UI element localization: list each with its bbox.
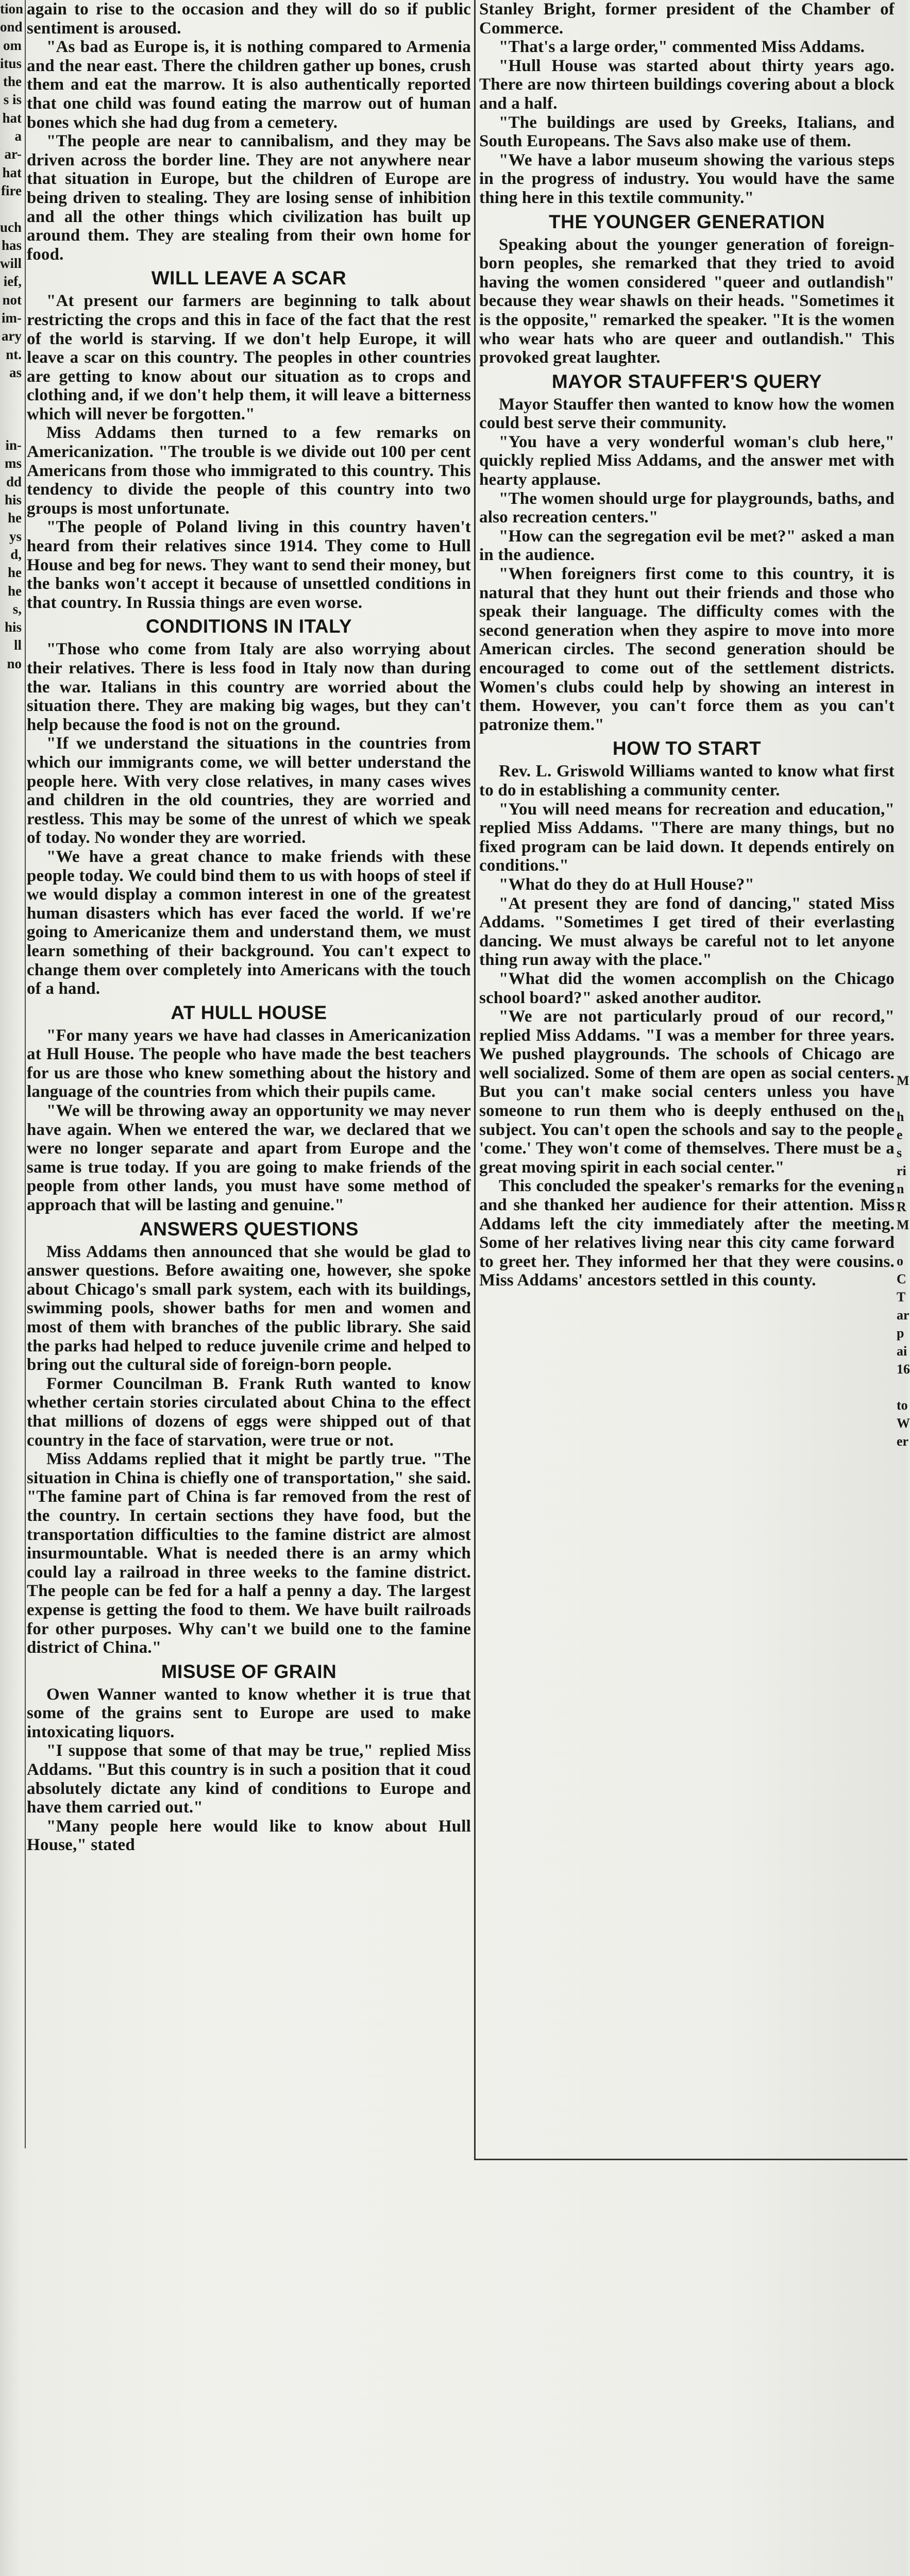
- paragraph: Owen Wanner wanted to know whether it is true that some of the grains sent to Europe are used to make intoxicating liquors.: [27, 1685, 471, 1741]
- edge-fragment: ai: [897, 1344, 907, 1359]
- edge-fragment: R: [897, 1199, 906, 1214]
- paragraph: "At present they are fond of dancing," stated Miss Addams. "Sometimes I get tired of their everlasting dancing. We must always be careful not to let anyone thing run away with the place.": [479, 894, 895, 970]
- paragraph: "As bad as Europe is, it is nothing compared to Armenia and the near east. There the children gather up bones, crush them and eat the marrow. It is also authentically reported that one child was found eating the marrow out of human bones which she had dug from a cemetery.: [27, 38, 471, 132]
- paragraph: "How can the segregation evil be met?" asked a man in the audience.: [479, 527, 895, 565]
- paragraph: "When foreigners first come to this country, it is natural that they hunt out their friends and those who speak their language. The difficulty comes with the second generation when they aspire to move into more American circles. The second generation should be encouraged to come out of the settlement districts. Women's clubs could help by showing an interest in them. However, you can't force them as you can't patronize them.": [479, 565, 895, 734]
- paragraph: "The people of Poland living in this country haven't heard from their relatives since 1914. They come to Hull House and beg for news. They want to send their money, but the banks won't accept it because of unsettled conditions in that country. In Russia things are even worse.: [27, 518, 471, 612]
- paragraph: "What did the women accomplish on the Chicago school board?" asked another auditor.: [479, 969, 895, 1007]
- edge-fragment: [897, 1234, 907, 1252]
- paragraph: "We will be throwing away an opportunity we may never have again. When we entered the war, we declared that we were no longer separate and apart from Europe and the same is true today. If you are going to make friends of the people from other lands, you must have some method of approach that will be lasting and genuine.": [27, 1101, 471, 1215]
- paragraph: "We have a labor museum showing the various steps in the progress of industry. You would have the same thing here in this textile community.": [479, 150, 895, 207]
- edge-fragment: [0, 382, 25, 400]
- edge-fragment: e: [897, 1127, 903, 1142]
- paragraph: "The buildings are used by Greeks, Italians, and South Europeans. The Savs also make use of them.: [479, 113, 895, 151]
- paragraph: "The people are near to cannibalism, and they may be driven across the border line. They are not anywhere near that situation in Europe, but the children of Europe are being driven to stealing. They are losing sense of inhibition and all the other things which civilization has built up around them. They are stealing from their own home for food.: [27, 132, 471, 264]
- paragraph: This concluded the speaker's remarks for the evening and she thanked her audience for their attention. Miss Addams left the city immediately after the meeting. Some of her relatives living near this city came forward to greet her. They informed her that they were cousins. Miss Addams' ancestors settled in this county.: [479, 1177, 895, 1290]
- edge-fragment: ary: [2, 328, 22, 344]
- paragraph: "You have a very wonderful woman's club here," quickly replied Miss Addams, and the answer met with hearty applause.: [479, 432, 895, 489]
- paragraph: "What do they do at Hull House?": [499, 875, 754, 894]
- edge-fragment: p: [897, 1326, 904, 1341]
- paragraph: "That's a large order," commented Miss Addams.: [499, 38, 865, 57]
- edge-fragment: h: [897, 1109, 904, 1124]
- paragraph: Mayor Stauffer then wanted to know how the women could best serve their community.: [479, 395, 895, 433]
- edge-fragment: [897, 1090, 907, 1108]
- paragraph: again to rise to the occasion and they will do so if public sentiment is aroused.: [27, 0, 471, 38]
- paragraph: "At present our farmers are beginning to talk about restricting the crops and this in face of the fact that the rest of the world is starving. If we don't help Europe, it will leave a scar on this country. The peoples in other countries are getting to know about our situation as to crops and clothing and, if we don't help them, it will leave a bitterness which will never be forgotten.": [27, 292, 471, 423]
- paragraph: Former Councilman B. Frank Ruth wanted to know whether certain stories circulated about China to the effect that millions of dozens of eggs were shipped out of that country in the face of starvation, were true or not.: [27, 1374, 471, 1450]
- edge-fragment: a: [14, 128, 22, 144]
- clipped-right-column: [897, 1072, 910, 1947]
- edge-fragment: ys: [9, 528, 22, 544]
- paragraph: "Those who come from Italy are also worrying about their relatives. There is less food in Italy now than during the war. Italians in this country are worried about the situation there. They are making big wages, but they can't help because the food is not on the ground.: [27, 640, 471, 734]
- subheading-the-younger-generation: THE YOUNGER GENERATION: [549, 211, 825, 232]
- edge-fragment: im-: [2, 310, 22, 326]
- edge-fragment: uch: [0, 219, 22, 235]
- edge-fragment: W: [897, 1416, 910, 1431]
- edge-fragment: he: [8, 565, 22, 581]
- paragraph: "The women should urge for playgrounds, baths, and also recreation centers.": [479, 489, 895, 527]
- paragraph: Rev. L. Griswold Williams wanted to know what first to do in establishing a community center.: [479, 762, 895, 800]
- article-column-left: [27, 0, 471, 2576]
- edge-fragment: ar: [897, 1308, 909, 1323]
- edge-fragment: M: [897, 1217, 909, 1232]
- edge-fragment: dd: [6, 473, 22, 489]
- edge-fragment: itus: [0, 55, 22, 71]
- edge-fragment: will: [0, 256, 22, 272]
- edge-fragment: s is: [3, 92, 22, 108]
- edge-fragment: d,: [10, 546, 22, 562]
- paragraph: "If we understand the situations in the countries from which our immigrants come, we will better understand the people here. With very close relatives, in many cases wives and children in the old countries, they are worried and restless. This may be some of the unrest of which we speak of today. No wonder they are worried.: [27, 734, 471, 848]
- edge-fragment: to: [897, 1398, 908, 1413]
- edge-fragment: s: [897, 1145, 902, 1160]
- edge-fragment: no: [7, 655, 22, 671]
- paragraph: Miss Addams then turned to a few remarks on Americanization. "The trouble is we divide out 100 per cent Americans from those who immigrated to this country. This tendency to divide the people of this country into two groups is most unfortunate.: [27, 423, 471, 518]
- column-rule-horizontal: [474, 2159, 907, 2160]
- paragraph: "Hull House was started about thirty years ago. There are now thirteen buildings covering about a block and a half.: [479, 56, 895, 113]
- edge-fragment: his: [4, 492, 22, 508]
- edge-fragment: 16: [897, 1362, 910, 1377]
- edge-fragment: nt.: [6, 346, 22, 362]
- paragraph: "We are not particularly proud of our record," replied Miss Addams. "I was a member for three years. We pushed playgrounds. The schools of Chicago are well socialized. Some of them are open as social centers. But you can't make social centers unless you have someone to run them who is deeply enthused on the subject. You can't open the schools and say to the people 'come.' They won't come of themselves. There must be a great moving spirit in each social center.": [479, 1007, 895, 1177]
- clipped-left-column: [0, 0, 26, 2148]
- paragraph: Miss Addams then announced that she would be glad to answer questions. Before awaiting one, however, she spoke about Chicago's small park system, each with its buildings, swimming pools, shower baths for men and women and most of them with branches of the public library. She said the parks had helped to reduce juvenile crime and helped to bring out the cultural side of foreign-born people.: [27, 1242, 471, 1375]
- edge-fragment: not: [2, 292, 22, 308]
- edge-fragment: ief,: [3, 274, 22, 290]
- edge-fragment: fire: [1, 182, 22, 198]
- paragraph: Stanley Bright, former president of the Chamber of Commerce.: [479, 0, 895, 38]
- edge-fragment: ond: [0, 19, 23, 35]
- subheading-mayor-stauffers-query: MAYOR STAUFFER'S QUERY: [551, 370, 822, 392]
- edge-fragment: ar-: [4, 146, 22, 162]
- edge-fragment: [897, 1378, 907, 1396]
- subheading-misuse-of-grain: MISUSE OF GRAIN: [161, 1660, 337, 1682]
- edge-fragment: hat: [2, 164, 22, 180]
- column-rule-vertical: [474, 0, 476, 2159]
- edge-fragment: [0, 418, 25, 436]
- paragraph: "Many people here would like to know about Hull House," stated: [27, 1817, 471, 1855]
- subheading-will-leave-a-scar: WILL LEAVE A SCAR: [151, 267, 347, 289]
- edge-fragment: he: [8, 583, 22, 599]
- paragraph: Miss Addams replied that it might be partly true. "The situation in China is chiefly one of transportation," she said. "The famine part of China is far removed from the rest of the country. In certain sections they have food, but the transportation difficulties to the famine district are almost insurmountable. What is needed there is an army which could lay a railroad in three weeks to the famine district. The people can be fed for a half a penny a day. The largest expense is getting the food to them. We have built railroads for other purposes. Why can't we build one to the famine district of China.": [27, 1450, 471, 1657]
- paragraph: "You will need means for recreation and education," replied Miss Addams. "There are many things, but no fixed program can be laid down. It depends entirely on conditions.": [479, 800, 895, 875]
- edge-fragment: om: [3, 37, 22, 53]
- edge-fragment: n: [897, 1181, 904, 1196]
- edge-fragment: T: [897, 1290, 906, 1304]
- edge-fragment: he: [8, 510, 22, 526]
- edge-fragment: as: [9, 364, 22, 380]
- edge-fragment: his: [4, 619, 22, 635]
- edge-fragment: er: [897, 1434, 909, 1449]
- subheading-how-to-start: HOW TO START: [612, 738, 762, 759]
- edge-fragment: s,: [12, 601, 22, 617]
- subheading-answers-questions: ANSWERS QUESTIONS: [139, 1218, 359, 1240]
- edge-fragment: M: [897, 1073, 909, 1088]
- subheading-at-hull-house: AT HULL HOUSE: [171, 1002, 327, 1023]
- edge-fragment: ll: [13, 637, 22, 653]
- edge-fragment: hat: [2, 110, 22, 126]
- edge-fragment: the: [3, 74, 22, 90]
- edge-fragment: has: [1, 237, 22, 253]
- edge-fragment: ri: [897, 1163, 906, 1178]
- paragraph: "I suppose that some of that may be true," replied Miss Addams. "But this country is in such a position that it coud absolutely dictate any kind of conditions to Europe and have them carried out.": [27, 1741, 471, 1817]
- paragraph: Speaking about the younger generation of foreign-born peoples, she remarked that they tried to avoid having the women considered "queer and outlandish" because they wear shawls on their heads. "Sometimes it is the opposite," remarked the speaker. "It is the women who wear hats who are queer and outlandish." This provoked great laughter.: [479, 235, 895, 367]
- paragraph: "We have a great chance to make friends with these people today. We could bind them to us with hoops of steel if we would display a common interest in one of the greatest human disasters which has ever faced the world. If we're going to Americanize them and understand them, we must learn something of their background. You can't expect to change them over completely into Americans with the touch of a hand.: [27, 847, 471, 998]
- edge-fragment: o: [897, 1253, 903, 1268]
- edge-fragment: tion: [0, 1, 24, 16]
- edge-fragment: C: [897, 1272, 906, 1286]
- edge-fragment: ms: [5, 455, 22, 471]
- article-column-right: [479, 0, 895, 2159]
- edge-fragment: [0, 400, 25, 418]
- edge-fragment: [0, 200, 25, 218]
- subheading-conditions-in-italy: CONDITIONS IN ITALY: [145, 616, 352, 637]
- paragraph: "For many years we have had classes in Americanization at Hull House. The people who have made the best teachers for us are those who knew something about the history and language of the countries from which their pupils came.: [27, 1026, 471, 1101]
- edge-fragment: in-: [5, 437, 22, 453]
